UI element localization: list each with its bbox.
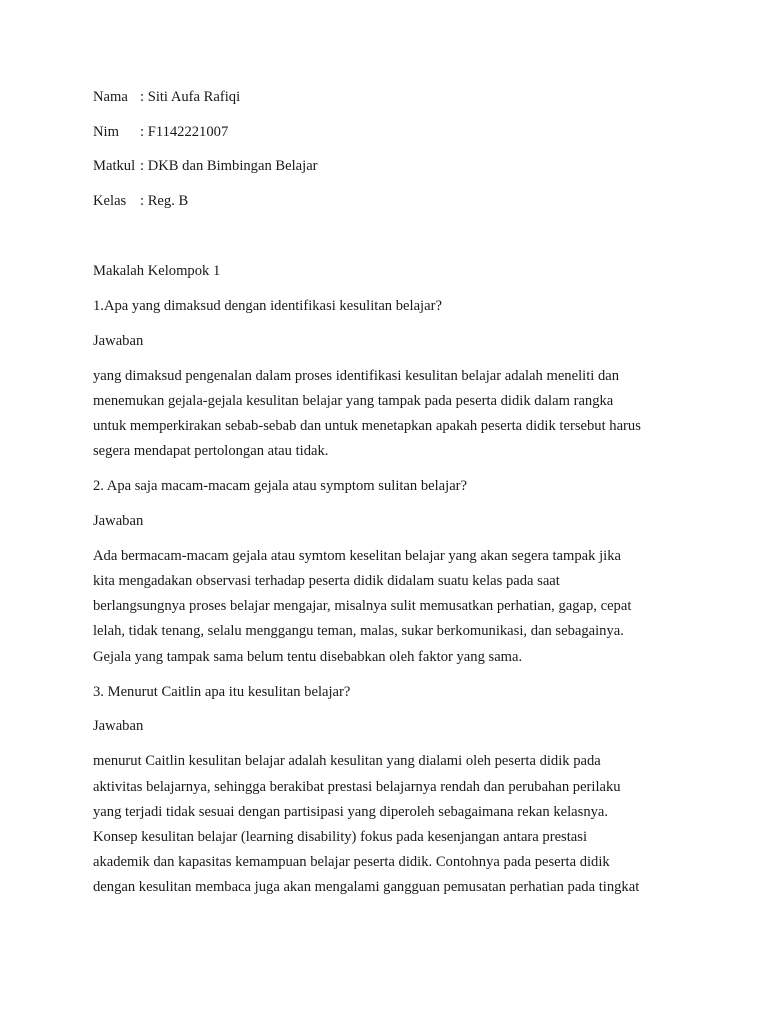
question-3: 3. Menurut Caitlin apa itu kesulitan belajar? [93, 684, 351, 700]
kelas-value: : Reg. B [140, 193, 189, 209]
answer-3-line: yang terjadi tidak sesuai dengan partisipasi yang diperoleh sebagaimana rekan kelasnya. [93, 804, 609, 820]
nim-value: : F1142221007 [140, 124, 229, 140]
answer-3-line: menurut Caitlin kesulitan belajar adalah kesulitan yang dialami oleh peserta didik pada [93, 753, 601, 769]
answer-label-1: Jawaban [93, 333, 144, 349]
answer-1-line: segera mendapat pertolongan atau tidak. [93, 443, 329, 459]
question-2: 2. Apa saja macam-macam gejala atau symptom sulitan belajar? [93, 478, 468, 494]
answer-label-3: Jawaban [93, 718, 144, 734]
nama-label: Nama [93, 89, 128, 105]
answer-1-line: yang dimaksud pengenalan dalam proses identifikasi kesulitan belajar adalah meneliti dan [93, 368, 620, 384]
header-nama [93, 90, 240, 105]
answer-2-line: Ada bermacam-macam gejala atau symtom keselitan belajar yang akan segera tampak jika [93, 548, 621, 564]
answer-2-line: lelah, tidak tenang, selalu menggangu teman, malas, sukar berkomunikasi, dan sebagainya. [93, 623, 624, 639]
answer-label-2: Jawaban [93, 513, 144, 529]
nim-label: Nim [93, 124, 119, 140]
answer-2-line: Gejala yang tampak sama belum tentu disebabkan oleh faktor yang sama. [93, 649, 523, 665]
answer-2-line: berlangsungnya proses belajar mengajar, misalnya sulit memusatkan perhatian, gagap, cepat [93, 598, 632, 614]
answer-1-line: untuk memperkirakan sebab-sebab dan untuk menetapkan apakah peserta didik tersebut harus [93, 418, 641, 434]
answer-3-line: Konsep kesulitan belajar (learning disability) fokus pada kesenjangan antara prestasi [93, 829, 587, 845]
answer-3-line: dengan kesulitan membaca juga akan mengalami gangguan pemusatan perhatian pada tingkat [93, 879, 640, 895]
document-title: Makalah Kelompok 1 [93, 263, 221, 279]
nama-value: : Siti Aufa Rafiqi [140, 89, 241, 105]
matkul-value: : DKB dan Bimbingan Belajar [140, 158, 318, 174]
kelas-label: Kelas [93, 193, 127, 209]
matkul-label: Matkul [93, 158, 136, 174]
answer-1-line: menemukan gejala-gejala kesulitan belajar yang tampak pada peserta didik dalam rangka [93, 393, 614, 409]
header-matkul [93, 159, 318, 174]
answer-2-line: kita mengadakan observasi terhadap peserta didik didalam suatu kelas pada saat [93, 573, 560, 589]
header-nim [93, 125, 228, 140]
question-1: 1.Apa yang dimaksud dengan identifikasi kesulitan belajar? [93, 298, 442, 314]
answer-3-line: akademik dan kapasitas kemampuan belajar peserta didik. Contohnya pada peserta didik [93, 854, 610, 870]
header-kelas [93, 194, 188, 209]
answer-3-line: aktivitas belajarnya, sehingga berakibat prestasi belajarnya rendah dan perubahan perilaku [93, 779, 621, 795]
